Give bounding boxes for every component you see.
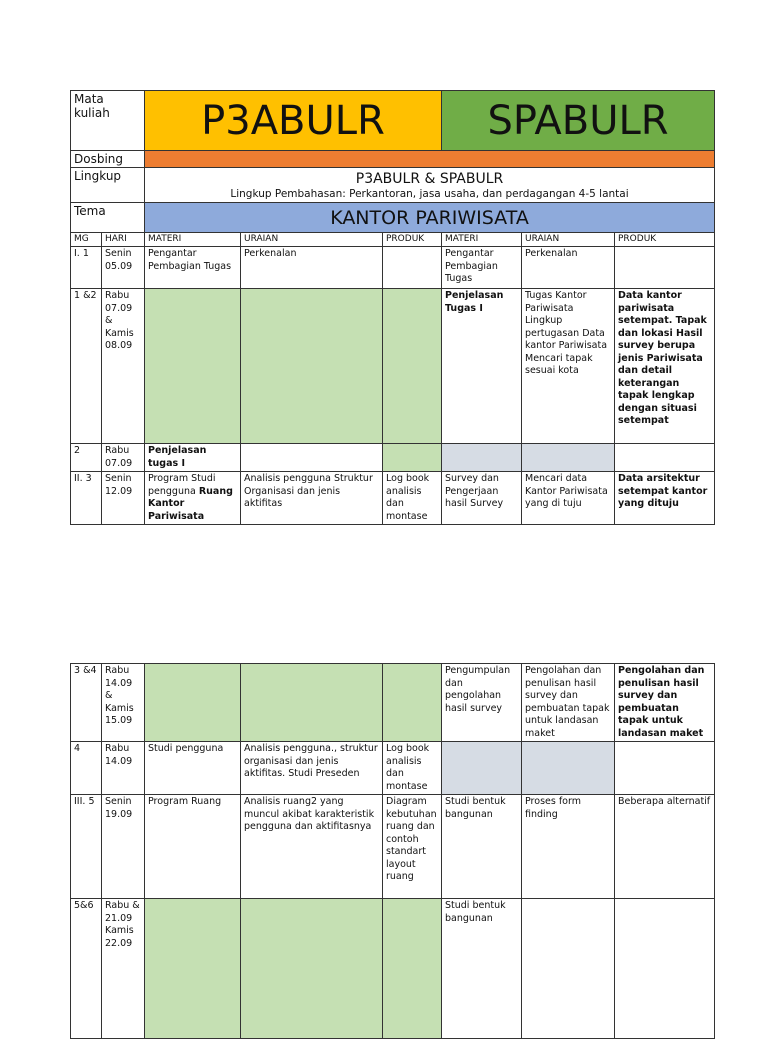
table-row	[71, 795, 715, 899]
cell-hari: Rabu & 21.09 Kamis 22.09	[102, 899, 145, 1039]
cell-uraian-2: Pengolahan dan penulisan hasil survey dan pembuatan tapak untuk landasan maket	[522, 664, 615, 742]
lingkup-label: Lingkup	[71, 168, 145, 203]
cell-hari: Senin 19.09	[102, 795, 145, 899]
col-materi-2: MATERI	[442, 233, 522, 247]
cell-materi-2: Survey dan Pengerjaan hasil Survey	[442, 472, 522, 525]
col-produk-2: PRODUK	[615, 233, 715, 247]
cell-produk-2	[615, 899, 715, 1039]
cell-mg: 2	[71, 444, 102, 472]
column-header-row	[71, 233, 715, 247]
cell-uraian-2	[522, 444, 615, 472]
cell-mg: III. 5	[71, 795, 102, 899]
col-mg: MG	[71, 233, 102, 247]
cell-materi-1: Program Ruang	[145, 795, 241, 899]
cell-produk-1	[383, 664, 442, 742]
cell-produk-2: Data arsitektur setempat kantor yang dituju	[615, 472, 715, 525]
cell-produk-2: Pengolahan dan penulisan hasil survey dan pembuatan tapak untuk landasan maket	[615, 664, 715, 742]
cell-produk-2: Beberapa alternatif	[615, 795, 715, 899]
cell-materi-1	[145, 899, 241, 1039]
table-row	[71, 472, 715, 525]
col-materi-1: MATERI	[145, 233, 241, 247]
materi-bold-text: Ruang Kantor Pariwisata	[148, 485, 233, 522]
lingkup-cell	[145, 168, 715, 203]
tema-label: Tema	[71, 203, 145, 233]
cell-materi-2: Pengumpulan dan pengolahan hasil survey	[442, 664, 522, 742]
cell-materi-1: Penjelasan tugas I	[145, 444, 241, 472]
cell-produk-2	[615, 742, 715, 795]
course-p3abulr: P3ABULR	[145, 91, 442, 151]
cell-materi-2	[442, 742, 522, 795]
cell-uraian-1	[241, 289, 383, 444]
cell-uraian-1	[241, 664, 383, 742]
cell-mg: 5&6	[71, 899, 102, 1039]
cell-produk-2	[615, 247, 715, 289]
cell-hari: Senin 12.09	[102, 472, 145, 525]
lingkup-title: P3ABULR & SPABULR	[355, 171, 504, 187]
materi-text: Program Studi pengguna	[148, 473, 216, 497]
cell-mg: 3 &4	[71, 664, 102, 742]
schedule-table-2	[70, 663, 715, 1039]
cell-produk-1: Log book analisis dan montase	[383, 472, 442, 525]
cell-hari: Rabu 14.09	[102, 742, 145, 795]
cell-materi-1	[145, 289, 241, 444]
course-spabulr: SPABULR	[442, 91, 715, 151]
cell-produk-1	[383, 444, 442, 472]
mata-kuliah-label: Mata kuliah	[71, 91, 145, 151]
cell-produk-2	[615, 444, 715, 472]
cell-produk-1	[383, 899, 442, 1039]
cell-uraian-1	[241, 444, 383, 472]
cell-materi-2: Studi bentuk bangunan	[442, 795, 522, 899]
cell-mg: 4	[71, 742, 102, 795]
cell-hari: Senin 05.09	[102, 247, 145, 289]
cell-uraian-2	[522, 742, 615, 795]
cell-produk-1: Log book analisis dan montase	[383, 742, 442, 795]
cell-produk-1: Diagram kebutuhan ruang dan contoh standart layout ruang	[383, 795, 442, 899]
cell-mg: II. 3	[71, 472, 102, 525]
cell-materi-1: Studi pengguna	[145, 742, 241, 795]
cell-produk-1	[383, 289, 442, 444]
cell-mg: 1 &2	[71, 289, 102, 444]
cell-materi-1: Pengantar Pembagian Tugas	[145, 247, 241, 289]
col-uraian-2: URAIAN	[522, 233, 615, 247]
cell-uraian-1: Perkenalan	[241, 247, 383, 289]
cell-materi-2	[442, 444, 522, 472]
cell-uraian-1	[241, 899, 383, 1039]
table-row	[71, 742, 715, 795]
cell-uraian-2: Mencari data Kantor Pariwisata yang di tuju	[522, 472, 615, 525]
table-row	[71, 289, 715, 444]
cell-uraian-2: Proses form finding	[522, 795, 615, 899]
cell-uraian-2: Tugas Kantor Pariwisata Lingkup pertugasan Data kantor Pariwisata Mencari tapak sesuai kota	[522, 289, 615, 444]
cell-hari: Rabu 14.09 & Kamis 15.09	[102, 664, 145, 742]
table-row	[71, 247, 715, 289]
cell-uraian-1: Analisis pengguna., struktur organisasi dan jenis aktifitas. Studi Preseden	[241, 742, 383, 795]
table-row	[71, 664, 715, 742]
cell-uraian-2	[522, 899, 615, 1039]
cell-uraian-2: Perkenalan	[522, 247, 615, 289]
cell-produk-1	[383, 247, 442, 289]
cell-materi-1	[145, 472, 241, 525]
cell-hari: Rabu 07.09 & Kamis 08.09	[102, 289, 145, 444]
schedule-table-1	[70, 90, 715, 525]
col-hari: HARI	[102, 233, 145, 247]
cell-materi-2: Studi bentuk bangunan	[442, 899, 522, 1039]
tema-value: KANTOR PARIWISATA	[145, 203, 715, 233]
cell-hari: Rabu 07.09	[102, 444, 145, 472]
cell-materi-2: Penjelasan Tugas I	[442, 289, 522, 444]
table-row	[71, 444, 715, 472]
lingkup-subtitle: Lingkup Pembahasan: Perkantoran, jasa usaha, dan perdagangan 4-5 lantai	[230, 188, 629, 200]
cell-materi-1	[145, 664, 241, 742]
col-uraian-1: URAIAN	[241, 233, 383, 247]
cell-materi-2: Pengantar Pembagian Tugas	[442, 247, 522, 289]
dosbing-label: Dosbing	[71, 151, 145, 168]
dosbing-value	[145, 151, 715, 168]
cell-uraian-1: Analisis pengguna Struktur Organisasi dan jenis aktifitas	[241, 472, 383, 525]
col-produk-1: PRODUK	[383, 233, 442, 247]
table-row	[71, 899, 715, 1039]
cell-mg: I. 1	[71, 247, 102, 289]
cell-produk-2: Data kantor pariwisata setempat. Tapak dan lokasi Hasil survey berupa jenis Pariwisata dan detail keterangan tapak lengkap dengan situasi setempat	[615, 289, 715, 444]
cell-uraian-1: Analisis ruang2 yang muncul akibat karakteristik pengguna dan aktifitasnya	[241, 795, 383, 899]
